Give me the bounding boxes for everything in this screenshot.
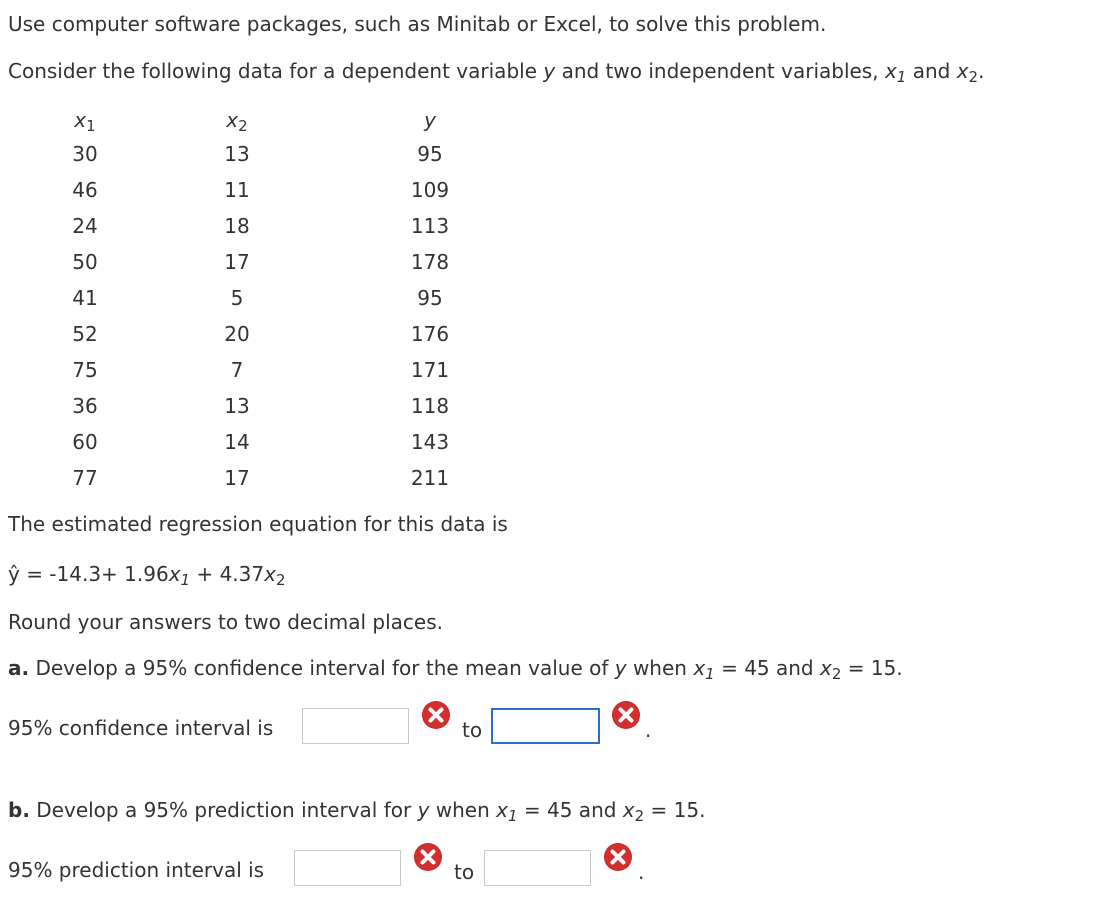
table-cell: 30 [72,142,98,166]
table-cell: 46 [72,178,98,202]
part-b-question: b. Develop a 95% prediction interval for y when $x_1 = 45$ and $x_2 = 15$. [8,798,706,825]
table-cell: 11 [224,178,250,202]
header-x1: $x_1$ [74,108,96,135]
table-cell: 52 [72,322,98,346]
table-cell: 7 [230,358,244,382]
table-cell: 75 [72,358,98,382]
table-cell: 118 [410,394,450,418]
error-x-icon [603,842,633,872]
table-cell: 50 [72,250,98,274]
intro-text: Use computer software packages, such as Minitab or Excel, to solve this problem. [8,12,827,36]
part-b-upper-input[interactable] [484,850,591,886]
part-b-to-label: to [454,860,475,884]
part-a-answer-label: 95% confidence interval is [8,716,274,740]
table-cell: 143 [410,430,450,454]
table-cell: 13 [224,394,250,418]
table-cell: 77 [72,466,98,490]
error-x-icon [421,700,451,730]
table-cell: 17 [224,250,250,274]
part-b-answer-label: 95% prediction interval is [8,858,265,882]
table-cell: 113 [410,214,450,238]
table-cell: 178 [410,250,450,274]
table-cell: 24 [72,214,98,238]
table-cell: 36 [72,394,98,418]
part-a-period: . [645,718,652,742]
table-cell: 95 [417,286,443,310]
regression-equation: ŷ = $-14.3+ 1.96x_1 + 4.37x_2$ [8,562,286,589]
table-cell: 60 [72,430,98,454]
part-a-lower-input[interactable] [302,708,409,744]
part-a-upper-input[interactable] [491,708,600,744]
table-cell: 41 [72,286,98,310]
part-a-to-label: to [462,718,483,742]
part-a-question: a. Develop a 95% confidence interval for the mean value of y when $x_1 = 45$ and $x_2 = 15$. [8,656,903,683]
table-cell: 17 [224,466,250,490]
part-b-period: . [638,860,645,884]
table-cell: 18 [224,214,250,238]
consider-text: Consider the following data for a dependent variable y and two independent variables, $x_1$ and $x_2$. [8,59,985,86]
table-cell: 20 [224,322,250,346]
header-x2: $x_2$ [226,108,248,135]
header-y: y [424,108,436,132]
error-x-icon [413,842,443,872]
table-cell: 14 [224,430,250,454]
part-b-lower-input[interactable] [294,850,401,886]
table-cell: 211 [410,466,450,490]
table-cell: 13 [224,142,250,166]
table-cell: 171 [410,358,450,382]
table-cell: 109 [410,178,450,202]
table-cell: 176 [410,322,450,346]
round-instruction: Round your answers to two decimal places. [8,610,443,634]
error-x-icon [611,700,641,730]
table-cell: 95 [417,142,443,166]
table-cell: 5 [230,286,244,310]
regression-intro: The estimated regression equation for this data is [8,512,508,536]
